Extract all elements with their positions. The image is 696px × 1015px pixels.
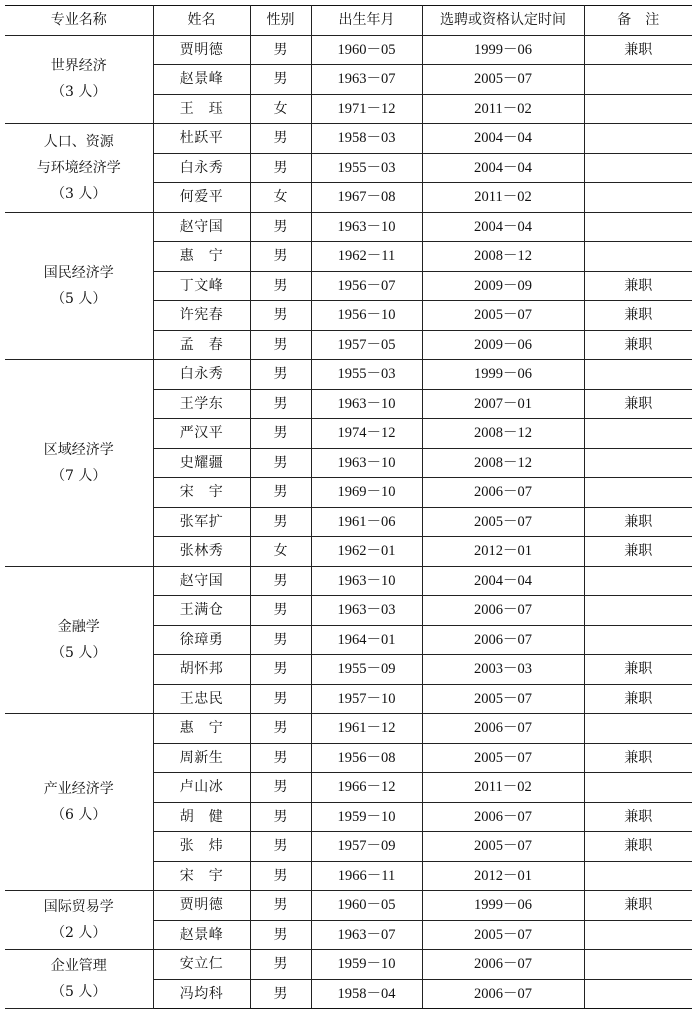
appointment-time-cell: 2006－07 <box>422 596 584 626</box>
note-cell <box>584 625 692 655</box>
gender-cell: 男 <box>250 35 311 65</box>
birth-date-cell: 1963－10 <box>311 448 422 478</box>
note-cell <box>584 979 692 1009</box>
appointment-time-cell: 2006－07 <box>422 979 584 1009</box>
supervisor-table <box>5 5 692 1009</box>
name-cell: 徐璋勇 <box>153 625 250 655</box>
name-cell: 张林秀 <box>153 537 250 567</box>
gender-cell: 男 <box>250 330 311 360</box>
appointment-time-cell: 2011－02 <box>422 773 584 803</box>
gender-cell: 男 <box>250 950 311 980</box>
gender-cell: 男 <box>250 773 311 803</box>
note-cell: 兼职 <box>584 35 692 65</box>
appointment-time-cell: 2011－02 <box>422 94 584 124</box>
note-cell <box>584 448 692 478</box>
appointment-time-cell: 2006－07 <box>422 714 584 744</box>
header-appointment-time: 选聘或资格认定时间 <box>422 6 584 36</box>
major-count: （3 人） <box>51 185 107 202</box>
name-cell: 王满仓 <box>153 596 250 626</box>
gender-cell: 男 <box>250 596 311 626</box>
birth-date-cell: 1963－07 <box>311 65 422 95</box>
gender-cell: 女 <box>250 537 311 567</box>
birth-date-cell: 1963－10 <box>311 389 422 419</box>
name-cell: 何爱平 <box>153 183 250 213</box>
birth-date-cell: 1963－10 <box>311 566 422 596</box>
birth-date-cell: 1959－10 <box>311 802 422 832</box>
note-cell: 兼职 <box>584 537 692 567</box>
note-cell: 兼职 <box>584 832 692 862</box>
name-cell: 周新生 <box>153 743 250 773</box>
name-cell: 宋 宇 <box>153 478 250 508</box>
gender-cell: 男 <box>250 448 311 478</box>
birth-date-cell: 1955－03 <box>311 360 422 390</box>
note-cell: 兼职 <box>584 684 692 714</box>
major-count: （2 人） <box>51 925 107 941</box>
major-name: 国际贸易学 <box>43 899 114 915</box>
gender-cell: 男 <box>250 389 311 419</box>
gender-cell: 男 <box>250 743 311 773</box>
note-cell <box>584 596 692 626</box>
appointment-time-cell: 2011－02 <box>422 183 584 213</box>
name-cell: 安立仁 <box>153 950 250 980</box>
name-cell: 王忠民 <box>153 684 250 714</box>
note-cell <box>584 65 692 95</box>
gender-cell: 男 <box>250 271 311 301</box>
birth-date-cell: 1963－10 <box>311 212 422 242</box>
gender-cell: 男 <box>250 625 311 655</box>
note-cell <box>584 242 692 272</box>
note-cell <box>584 124 692 154</box>
appointment-time-cell: 2006－07 <box>422 625 584 655</box>
name-cell: 丁文峰 <box>153 271 250 301</box>
gender-cell: 男 <box>250 124 311 154</box>
birth-date-cell: 1955－09 <box>311 655 422 685</box>
gender-cell: 男 <box>250 478 311 508</box>
name-cell: 王 珏 <box>153 94 250 124</box>
gender-cell: 男 <box>250 861 311 891</box>
gender-cell: 男 <box>250 714 311 744</box>
header-birth: 出生年月 <box>311 6 422 36</box>
header-row <box>5 6 692 36</box>
name-cell: 许宪春 <box>153 301 250 331</box>
table-row <box>5 360 692 390</box>
name-cell: 贾明德 <box>153 891 250 921</box>
birth-date-cell: 1961－06 <box>311 507 422 537</box>
appointment-time-cell: 2009－06 <box>422 330 584 360</box>
appointment-time-cell: 1999－06 <box>422 891 584 921</box>
appointment-time-cell: 2005－07 <box>422 507 584 537</box>
note-cell <box>584 714 692 744</box>
gender-cell: 女 <box>250 183 311 213</box>
gender-cell: 男 <box>250 979 311 1009</box>
birth-date-cell: 1969－10 <box>311 478 422 508</box>
header-name: 姓名 <box>153 6 250 36</box>
major-name: 区域经济学 <box>43 441 114 458</box>
name-cell: 卢山冰 <box>153 773 250 803</box>
appointment-time-cell: 2005－07 <box>422 743 584 773</box>
name-cell: 宋 宇 <box>153 861 250 891</box>
major-count: （7 人） <box>51 467 107 484</box>
appointment-time-cell: 2008－12 <box>422 242 584 272</box>
appointment-time-cell: 2008－12 <box>422 448 584 478</box>
name-cell: 王学东 <box>153 389 250 419</box>
major-cell <box>5 360 153 567</box>
major-name: 企业管理 <box>50 958 107 974</box>
gender-cell: 男 <box>250 891 311 921</box>
note-cell <box>584 360 692 390</box>
appointment-time-cell: 2005－07 <box>422 301 584 331</box>
note-cell: 兼职 <box>584 301 692 331</box>
major-cell <box>5 566 153 714</box>
appointment-time-cell: 2004－04 <box>422 124 584 154</box>
table-row <box>5 35 692 65</box>
appointment-time-cell: 2006－07 <box>422 478 584 508</box>
birth-date-cell: 1962－01 <box>311 537 422 567</box>
birth-date-cell: 1958－03 <box>311 124 422 154</box>
appointment-time-cell: 2006－07 <box>422 802 584 832</box>
gender-cell: 男 <box>250 301 311 331</box>
birth-date-cell: 1957－05 <box>311 330 422 360</box>
appointment-time-cell: 1999－06 <box>422 360 584 390</box>
major-count: （6 人） <box>51 807 107 823</box>
appointment-time-cell: 2004－04 <box>422 212 584 242</box>
note-cell <box>584 183 692 213</box>
name-cell: 严汉平 <box>153 419 250 449</box>
gender-cell: 男 <box>250 65 311 95</box>
name-cell: 胡怀邦 <box>153 655 250 685</box>
note-cell: 兼职 <box>584 330 692 360</box>
note-cell <box>584 950 692 980</box>
birth-date-cell: 1960－05 <box>311 35 422 65</box>
note-cell <box>584 861 692 891</box>
birth-date-cell: 1966－11 <box>311 861 422 891</box>
header-major: 专业名称 <box>5 6 153 36</box>
name-cell: 张 炜 <box>153 832 250 862</box>
note-cell <box>584 153 692 183</box>
appointment-time-cell: 2009－09 <box>422 271 584 301</box>
major-count: （5 人） <box>51 290 107 307</box>
note-cell: 兼职 <box>584 507 692 537</box>
major-name: 世界经济 <box>50 58 107 75</box>
birth-date-cell: 1955－03 <box>311 153 422 183</box>
name-cell: 赵守国 <box>153 212 250 242</box>
birth-date-cell: 1967－08 <box>311 183 422 213</box>
table-row <box>5 950 692 980</box>
major-name: 国民经济学 <box>43 264 114 281</box>
major-name: 产业经济学 <box>43 781 114 797</box>
birth-date-cell: 1962－11 <box>311 242 422 272</box>
major-cell <box>5 35 153 124</box>
appointment-time-cell: 2004－04 <box>422 153 584 183</box>
birth-date-cell: 1957－09 <box>311 832 422 862</box>
appointment-time-cell: 2005－07 <box>422 65 584 95</box>
birth-date-cell: 1956－10 <box>311 301 422 331</box>
name-cell: 冯均科 <box>153 979 250 1009</box>
note-cell <box>584 212 692 242</box>
document-page <box>5 5 692 1009</box>
gender-cell: 男 <box>250 419 311 449</box>
appointment-time-cell: 2007－01 <box>422 389 584 419</box>
birth-date-cell: 1974－12 <box>311 419 422 449</box>
gender-cell: 男 <box>250 242 311 272</box>
appointment-time-cell: 2005－07 <box>422 920 584 950</box>
birth-date-cell: 1961－12 <box>311 714 422 744</box>
major-cell <box>5 714 153 891</box>
major-cell <box>5 891 153 950</box>
birth-date-cell: 1964－01 <box>311 625 422 655</box>
gender-cell: 男 <box>250 684 311 714</box>
table-row <box>5 212 692 242</box>
gender-cell: 男 <box>250 655 311 685</box>
table-row <box>5 714 692 744</box>
note-cell: 兼职 <box>584 802 692 832</box>
major-count: （3 人） <box>51 84 107 101</box>
appointment-time-cell: 2003－03 <box>422 655 584 685</box>
name-cell: 史耀疆 <box>153 448 250 478</box>
name-cell: 贾明德 <box>153 35 250 65</box>
note-cell <box>584 773 692 803</box>
major-cell <box>5 212 153 360</box>
major-name: 人口、资源 与环境经济学 <box>36 133 121 176</box>
name-cell: 惠 宁 <box>153 242 250 272</box>
major-cell <box>5 124 153 213</box>
birth-date-cell: 1971－12 <box>311 94 422 124</box>
header-note: 备 注 <box>584 6 692 36</box>
gender-cell: 女 <box>250 94 311 124</box>
major-count: （5 人） <box>51 984 107 1000</box>
major-count: （5 人） <box>51 644 107 661</box>
name-cell: 白永秀 <box>153 153 250 183</box>
birth-date-cell: 1963－03 <box>311 596 422 626</box>
note-cell: 兼职 <box>584 389 692 419</box>
name-cell: 惠 宁 <box>153 714 250 744</box>
name-cell: 杜跃平 <box>153 124 250 154</box>
appointment-time-cell: 2004－04 <box>422 566 584 596</box>
gender-cell: 男 <box>250 920 311 950</box>
note-cell <box>584 478 692 508</box>
name-cell: 赵景峰 <box>153 65 250 95</box>
note-cell: 兼职 <box>584 743 692 773</box>
table-row <box>5 891 692 921</box>
name-cell: 胡 健 <box>153 802 250 832</box>
gender-cell: 男 <box>250 566 311 596</box>
birth-date-cell: 1966－12 <box>311 773 422 803</box>
table-row <box>5 124 692 154</box>
name-cell: 赵守国 <box>153 566 250 596</box>
appointment-time-cell: 2006－07 <box>422 950 584 980</box>
major-cell <box>5 950 153 1009</box>
name-cell: 赵景峰 <box>153 920 250 950</box>
name-cell: 孟 春 <box>153 330 250 360</box>
table-body <box>5 35 692 1009</box>
gender-cell: 男 <box>250 153 311 183</box>
table-header <box>5 6 692 36</box>
gender-cell: 男 <box>250 360 311 390</box>
birth-date-cell: 1956－07 <box>311 271 422 301</box>
gender-cell: 男 <box>250 212 311 242</box>
gender-cell: 男 <box>250 802 311 832</box>
name-cell: 白永秀 <box>153 360 250 390</box>
major-name: 金融学 <box>57 618 100 635</box>
birth-date-cell: 1957－10 <box>311 684 422 714</box>
note-cell <box>584 920 692 950</box>
appointment-time-cell: 2008－12 <box>422 419 584 449</box>
note-cell <box>584 566 692 596</box>
note-cell: 兼职 <box>584 271 692 301</box>
appointment-time-cell: 2012－01 <box>422 861 584 891</box>
appointment-time-cell: 2012－01 <box>422 537 584 567</box>
note-cell <box>584 94 692 124</box>
table-row <box>5 566 692 596</box>
birth-date-cell: 1959－10 <box>311 950 422 980</box>
note-cell: 兼职 <box>584 891 692 921</box>
appointment-time-cell: 2005－07 <box>422 684 584 714</box>
birth-date-cell: 1963－07 <box>311 920 422 950</box>
birth-date-cell: 1958－04 <box>311 979 422 1009</box>
gender-cell: 男 <box>250 507 311 537</box>
note-cell <box>584 419 692 449</box>
appointment-time-cell: 1999－06 <box>422 35 584 65</box>
header-gender: 性别 <box>250 6 311 36</box>
note-cell: 兼职 <box>584 655 692 685</box>
birth-date-cell: 1956－08 <box>311 743 422 773</box>
appointment-time-cell: 2005－07 <box>422 832 584 862</box>
gender-cell: 男 <box>250 832 311 862</box>
birth-date-cell: 1960－05 <box>311 891 422 921</box>
name-cell: 张军扩 <box>153 507 250 537</box>
